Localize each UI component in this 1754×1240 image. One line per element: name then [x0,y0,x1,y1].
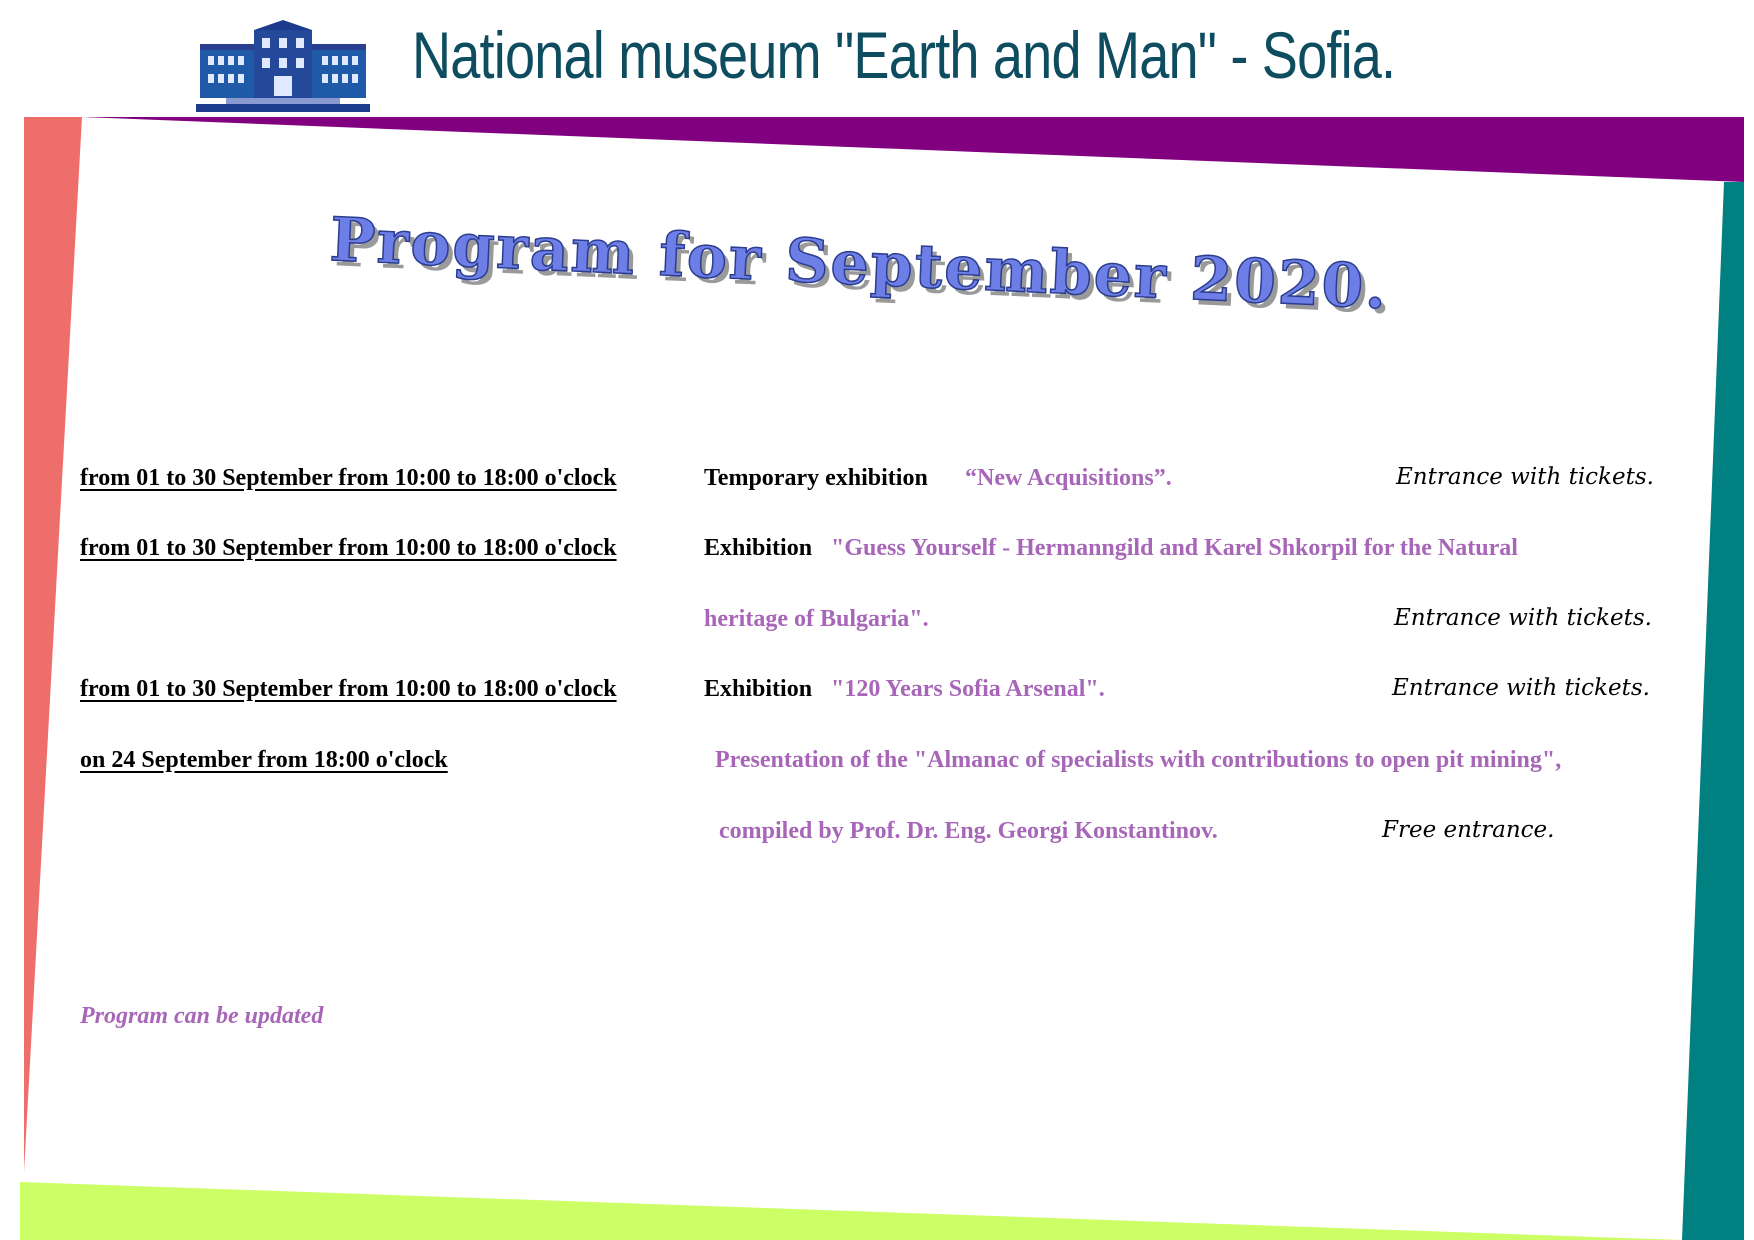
event-4-entrance: Free entrance. [1382,817,1555,843]
top-band [82,117,1744,182]
left-stripe [24,117,82,1172]
event-4-title-line2: compiled by Prof. Dr. Eng. Georgi Konstantinov. [719,818,1218,844]
program-title: Program for September 2020. [328,205,1390,324]
bottom-band [20,1182,1682,1240]
event-3-when: from 01 to 30 September from 10:00 to 18:00 o'clock [80,676,617,702]
event-2-label: Exhibition [704,535,813,561]
event-3-title: "120 Years Sofia Arsenal". [831,676,1105,702]
event-1-title: “New Acquisitions”. [965,465,1172,491]
event-1-label: Temporary exhibition [704,465,928,491]
event-2-when: from 01 to 30 September from 10:00 to 18:00 o'clock [80,535,617,561]
event-2-title-line1: "Guess Yourself - Hermanngild and Karel Shkorpil for the Natural [831,535,1518,561]
right-band [1682,182,1744,1240]
museum-building-icon [196,20,370,112]
program-update-note: Program can be updated [80,1003,324,1029]
event-4-title-line1: Presentation of the "Almanac of specialists with contributions to open pit mining", [715,747,1562,773]
event-4-when: on 24 September from 18:00 o'clock [80,747,448,773]
museum-header-title: National museum "Earth and Man" - Sofia. [412,18,1396,92]
event-2-title-line2: heritage of Bulgaria". [704,606,929,632]
event-3-label: Exhibition [704,676,813,702]
event-3-entrance: Entrance with tickets. [1392,675,1650,701]
event-2-entrance: Entrance with tickets. [1394,605,1652,631]
event-1-entrance: Entrance with tickets. [1396,464,1654,490]
event-1-when: from 01 to 30 September from 10:00 to 18:00 o'clock [80,465,617,491]
